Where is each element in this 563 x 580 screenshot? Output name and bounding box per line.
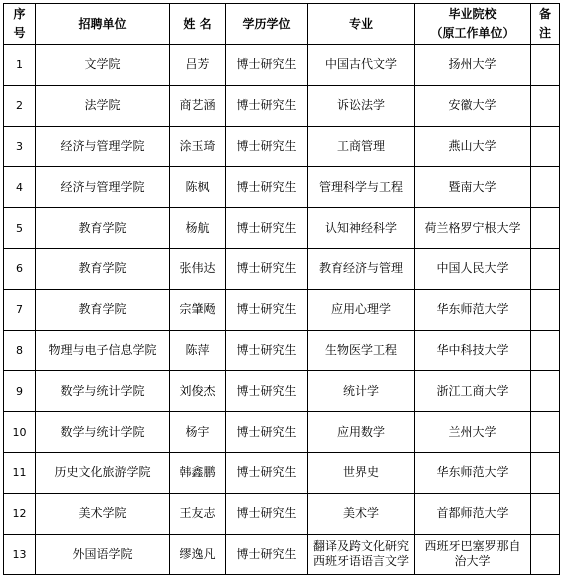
cell-remark — [531, 452, 560, 493]
cell-remark — [531, 412, 560, 453]
cell-major-line: 生物医学工程 — [324, 342, 397, 357]
cell-school-line: 华东师范大学 — [436, 302, 509, 317]
header-school-line: （原工作单位） — [430, 26, 515, 40]
table-row — [4, 452, 560, 493]
cell-index: 12 — [4, 493, 36, 534]
table-row — [4, 45, 560, 86]
cell-school-line: 兰州大学 — [448, 424, 497, 439]
cell-major-line: 美术学 — [342, 506, 379, 521]
header-remark — [531, 4, 560, 45]
cell-index: 6 — [4, 248, 36, 289]
table-row — [4, 534, 560, 575]
cell-major — [308, 534, 415, 575]
cell-index: 5 — [4, 208, 36, 249]
cell-index: 4 — [4, 167, 36, 208]
cell-school — [415, 208, 531, 249]
cell-unit: 外国语学院 — [36, 534, 170, 575]
cell-name: 涂玉琦 — [170, 126, 226, 167]
cell-index: 8 — [4, 330, 36, 371]
cell-degree: 博士研究生 — [226, 167, 308, 208]
cell-name: 陈枫 — [170, 167, 226, 208]
cell-degree: 博士研究生 — [226, 412, 308, 453]
cell-unit: 法学院 — [36, 85, 170, 126]
cell-unit: 历史文化旅游学院 — [36, 452, 170, 493]
cell-name: 杨宇 — [170, 412, 226, 453]
cell-unit: 数学与统计学院 — [36, 371, 170, 412]
header-school — [415, 4, 531, 45]
cell-school — [415, 412, 531, 453]
table-row — [4, 330, 560, 371]
cell-remark — [531, 289, 560, 330]
header-index-line: 号 — [13, 26, 26, 40]
cell-school — [415, 45, 531, 86]
cell-remark — [531, 45, 560, 86]
cell-remark — [531, 248, 560, 289]
header-remark-line: 注 — [538, 26, 551, 40]
cell-remark — [531, 371, 560, 412]
cell-school — [415, 126, 531, 167]
header-unit: 招聘单位 — [36, 4, 170, 45]
cell-index: 2 — [4, 85, 36, 126]
cell-school-line: 西班牙巴塞罗那自 — [424, 539, 521, 554]
cell-degree: 博士研究生 — [226, 85, 308, 126]
table-row — [4, 248, 560, 289]
cell-school-line: 安徽大学 — [448, 98, 497, 113]
cell-school — [415, 534, 531, 575]
table-row — [4, 126, 560, 167]
cell-school — [415, 452, 531, 493]
cell-major-line: 教育经济与管理 — [318, 261, 403, 276]
cell-index: 7 — [4, 289, 36, 330]
cell-major — [308, 85, 415, 126]
table-row — [4, 493, 560, 534]
cell-unit: 教育学院 — [36, 289, 170, 330]
cell-name: 杨航 — [170, 208, 226, 249]
cell-school-line: 荷兰格罗宁根大学 — [424, 220, 521, 235]
cell-index: 9 — [4, 371, 36, 412]
cell-degree: 博士研究生 — [226, 45, 308, 86]
cell-degree: 博士研究生 — [226, 330, 308, 371]
cell-remark — [531, 534, 560, 575]
cell-name: 韩鑫鹏 — [170, 452, 226, 493]
cell-school — [415, 167, 531, 208]
cell-school — [415, 330, 531, 371]
cell-unit: 教育学院 — [36, 248, 170, 289]
header-index — [4, 4, 36, 45]
cell-major-line: 管理科学与工程 — [318, 179, 403, 194]
cell-major-line: 应用心理学 — [330, 302, 391, 317]
cell-index: 3 — [4, 126, 36, 167]
cell-name: 吕芳 — [170, 45, 226, 86]
cell-major — [308, 412, 415, 453]
cell-unit: 教育学院 — [36, 208, 170, 249]
cell-major — [308, 126, 415, 167]
cell-unit: 经济与管理学院 — [36, 167, 170, 208]
table-row — [4, 85, 560, 126]
table-row — [4, 167, 560, 208]
cell-major-line: 中国古代文学 — [324, 57, 397, 72]
cell-major — [308, 167, 415, 208]
cell-name: 陈萍 — [170, 330, 226, 371]
cell-unit: 物理与电子信息学院 — [36, 330, 170, 371]
cell-remark — [531, 85, 560, 126]
header-row — [4, 4, 560, 45]
cell-name: 张伟达 — [170, 248, 226, 289]
table-row — [4, 208, 560, 249]
cell-name: 宗肇飏 — [170, 289, 226, 330]
cell-unit: 美术学院 — [36, 493, 170, 534]
cell-school-line: 华东师范大学 — [436, 465, 509, 480]
cell-remark — [531, 126, 560, 167]
cell-degree: 博士研究生 — [226, 126, 308, 167]
cell-degree: 博士研究生 — [226, 208, 308, 249]
cell-school — [415, 248, 531, 289]
cell-major — [308, 371, 415, 412]
cell-school-line: 华中科技大学 — [436, 342, 509, 357]
cell-index: 11 — [4, 452, 36, 493]
cell-name: 王友志 — [170, 493, 226, 534]
cell-major-line: 诉讼法学 — [336, 98, 385, 113]
cell-index: 10 — [4, 412, 36, 453]
cell-degree: 博士研究生 — [226, 248, 308, 289]
header-remark-line: 备 — [538, 7, 551, 21]
cell-degree: 博士研究生 — [226, 289, 308, 330]
recruitment-table — [3, 3, 560, 575]
cell-major-line: 西班牙语语言文学 — [312, 554, 409, 569]
cell-remark — [531, 208, 560, 249]
cell-school-line: 首都师范大学 — [436, 506, 509, 521]
cell-school-line: 浙江工商大学 — [436, 383, 509, 398]
header-index-line: 序 — [13, 7, 26, 21]
cell-name: 缪逸凡 — [170, 534, 226, 575]
table-row — [4, 371, 560, 412]
cell-major-line: 工商管理 — [336, 138, 385, 153]
cell-school-line: 治大学 — [454, 554, 491, 569]
table-row — [4, 289, 560, 330]
cell-school — [415, 493, 531, 534]
cell-remark — [531, 330, 560, 371]
cell-major — [308, 452, 415, 493]
cell-unit: 文学院 — [36, 45, 170, 86]
cell-major-line: 应用数学 — [336, 424, 385, 439]
cell-unit: 经济与管理学院 — [36, 126, 170, 167]
cell-major-line: 世界史 — [342, 465, 379, 480]
cell-school — [415, 289, 531, 330]
cell-degree: 博士研究生 — [226, 493, 308, 534]
cell-major — [308, 493, 415, 534]
cell-school-line: 扬州大学 — [448, 57, 497, 72]
cell-major-line: 认知神经科学 — [324, 220, 397, 235]
cell-major — [308, 208, 415, 249]
cell-major — [308, 248, 415, 289]
table-row — [4, 412, 560, 453]
header-major: 专业 — [308, 4, 415, 45]
cell-remark — [531, 493, 560, 534]
cell-degree: 博士研究生 — [226, 534, 308, 575]
table-body — [4, 45, 560, 575]
cell-degree: 博士研究生 — [226, 371, 308, 412]
cell-major — [308, 45, 415, 86]
header-degree: 学历学位 — [226, 4, 308, 45]
cell-name: 刘俊杰 — [170, 371, 226, 412]
cell-major-line: 翻译及跨文化研究 — [312, 539, 409, 554]
cell-major — [308, 330, 415, 371]
header-school-line: 毕业院校 — [448, 7, 497, 21]
cell-school — [415, 371, 531, 412]
header-name: 姓 名 — [170, 4, 226, 45]
cell-major-line: 统计学 — [342, 383, 379, 398]
cell-name: 商艺涵 — [170, 85, 226, 126]
cell-school-line: 燕山大学 — [448, 138, 497, 153]
cell-index: 1 — [4, 45, 36, 86]
cell-remark — [531, 167, 560, 208]
cell-unit: 数学与统计学院 — [36, 412, 170, 453]
cell-school — [415, 85, 531, 126]
cell-school-line: 暨南大学 — [448, 179, 497, 194]
cell-index: 13 — [4, 534, 36, 575]
cell-degree: 博士研究生 — [226, 452, 308, 493]
cell-major — [308, 289, 415, 330]
cell-school-line: 中国人民大学 — [436, 261, 509, 276]
